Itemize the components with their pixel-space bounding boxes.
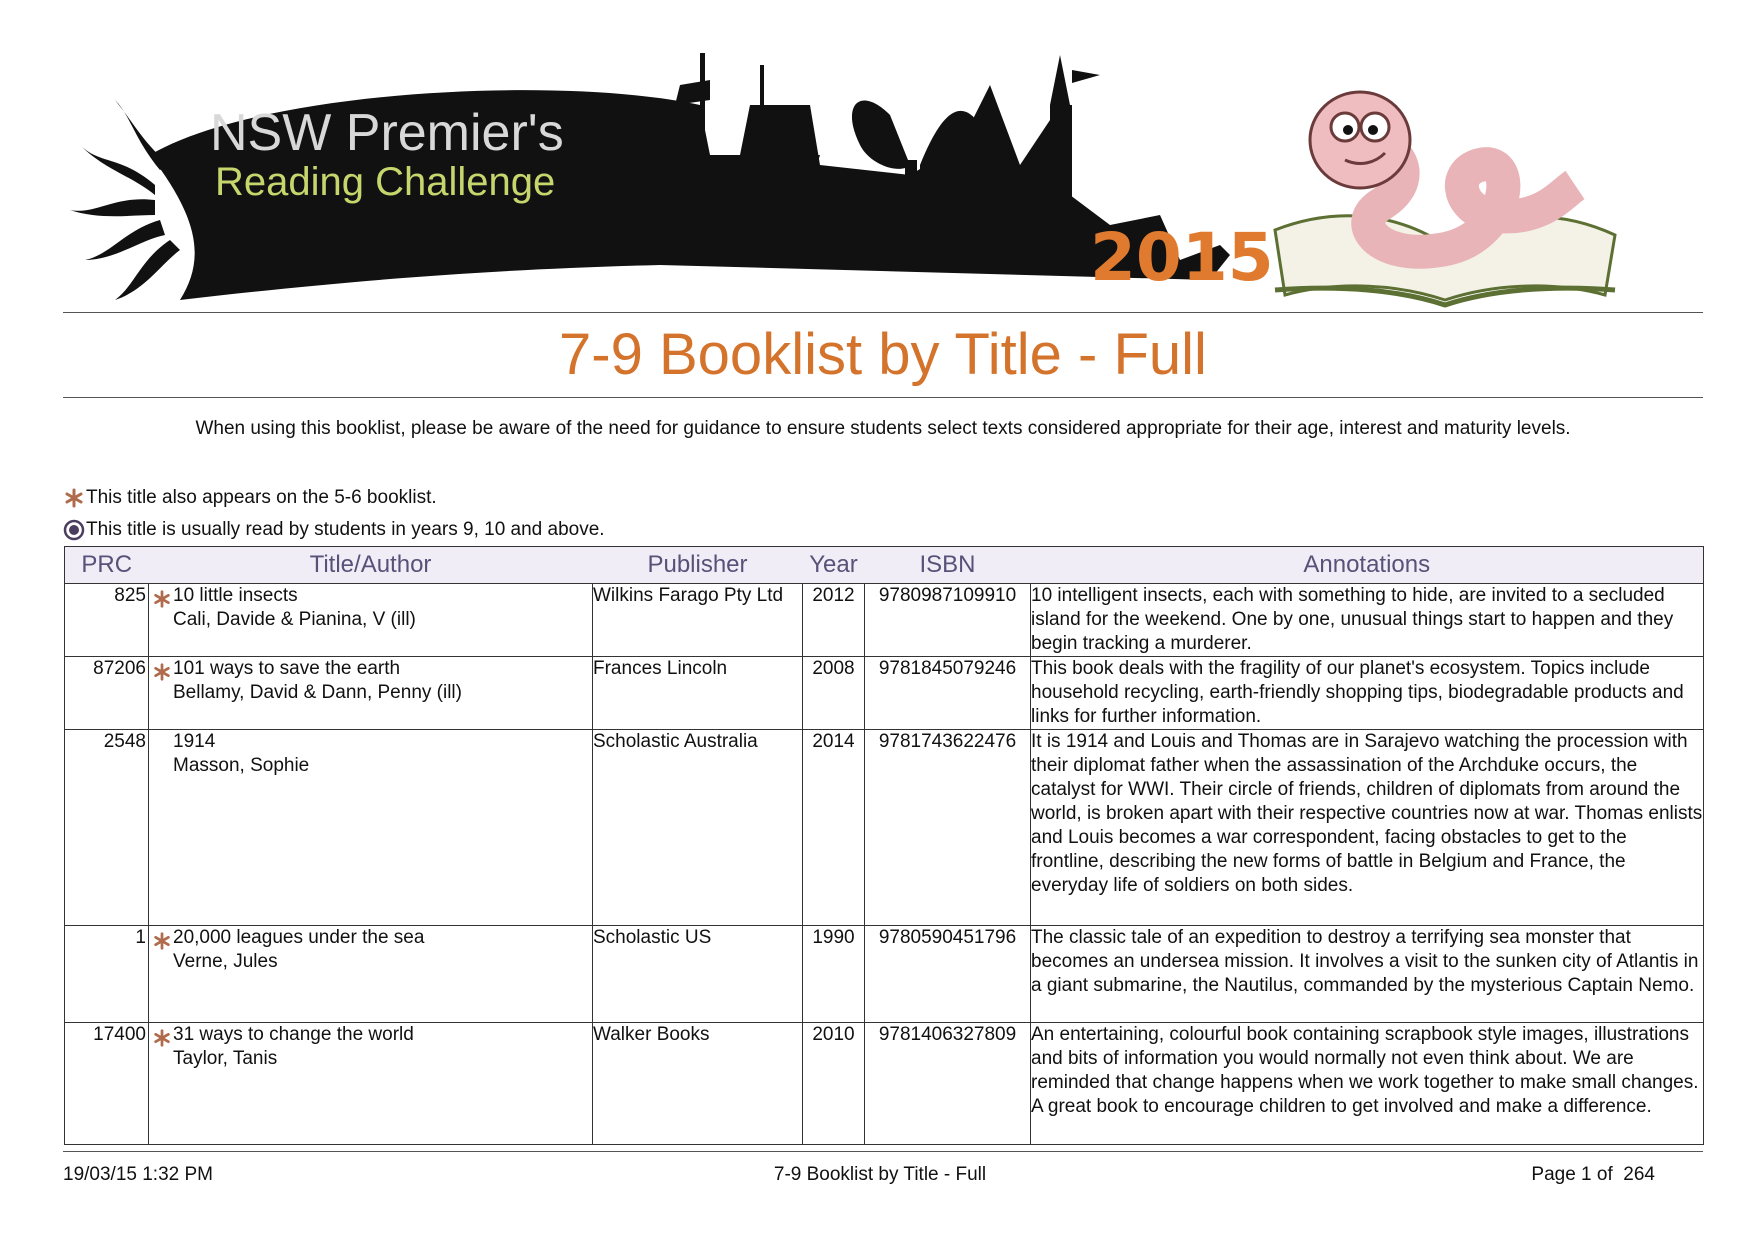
legend-star-row — [63, 486, 437, 510]
footer-title: 7-9 Booklist by Title - Full — [773, 1164, 987, 1185]
year-cell: 2012 — [803, 584, 865, 657]
year-cell: 1990 — [803, 926, 865, 1023]
legend-circle-text: This title is usually read by students in years 9, 10 and above. — [86, 519, 605, 540]
publisher-cell: Frances Lincoln — [593, 657, 803, 730]
title-author-cell — [149, 657, 593, 730]
reading-challenge-banner — [60, 45, 1620, 310]
banner-graphic — [60, 45, 1620, 310]
banner-line2: Reading Challenge — [215, 160, 556, 204]
isbn-cell: 9781406327809 — [865, 1023, 1031, 1145]
star-icon — [152, 589, 172, 609]
year-cell: 2010 — [803, 1023, 865, 1145]
title-author-cell — [149, 1023, 593, 1145]
book-author: Masson, Sophie — [173, 755, 310, 776]
footer-page-number: Page 1 of 264 — [1531, 1164, 1655, 1185]
publisher-cell: Scholastic Australia — [593, 730, 803, 926]
annotation-cell: It is 1914 and Louis and Thomas are in Sarajevo watching the procession with their diplomat father when the assassination of the Archduke occurs, the catalyst for WWI. Their circle of friends, children of diplomats from around the world, is broken apart with their respective countries now at war. Thomas enlists and Louis becomes a war correspondent, facing obstacles to get to the frontline, describing the new forms of battle in Belgium and France, the everyday life of soldiers on both sides. — [1031, 730, 1704, 926]
page-title: 7-9 Booklist by Title - Full — [559, 322, 1207, 387]
book-author: Bellamy, David & Dann, Penny (ill) — [173, 682, 462, 703]
banner-line1: NSW Premier's — [210, 104, 564, 162]
footer-datetime: 19/03/15 1:32 PM — [63, 1164, 213, 1185]
prc-cell: 1 — [65, 926, 149, 1023]
book-title: 20,000 leagues under the sea — [173, 927, 425, 948]
year-cell: 2014 — [803, 730, 865, 926]
star-icon — [152, 662, 172, 682]
publisher-cell: Wilkins Farago Pty Ltd — [593, 584, 803, 657]
legend-circle-row — [63, 518, 605, 542]
banner-year: 2015 — [1090, 219, 1274, 296]
star-icon — [152, 931, 172, 951]
flames-icon — [70, 100, 180, 300]
star-icon — [152, 1028, 172, 1048]
annotation-cell: An entertaining, colourful book containing scrapbook style images, illustrations and bits of information you would normally not even think about. We are reminded that change happens when we work together to make small changes. A great book to encourage children to get involved and make a difference. — [1031, 1023, 1704, 1145]
column-header-prc: PRC — [65, 547, 149, 584]
column-header-title-author: Title/Author — [149, 547, 593, 584]
annotation-cell: The classic tale of an expedition to destroy a terrifying sea monster that becomes an undersea mission. It involves a visit to the sunken city of Atlantis in a giant submarine, the Nautilus, commanded by the mysterious Captain Nemo. — [1031, 926, 1704, 1023]
star-icon — [63, 487, 85, 509]
column-header-annotations: Annotations — [1031, 547, 1704, 584]
book-title: 31 ways to change the world — [173, 1024, 414, 1045]
book-title: 10 little insects — [173, 585, 298, 606]
publisher-cell: Scholastic US — [593, 926, 803, 1023]
table-row — [65, 926, 1704, 1023]
title-author-cell — [149, 926, 593, 1023]
book-author: Taylor, Tanis — [173, 1048, 278, 1069]
prc-cell: 2548 — [65, 730, 149, 926]
table-row — [65, 730, 1704, 926]
publisher-cell: Walker Books — [593, 1023, 803, 1145]
title-bottom-rule — [63, 397, 1703, 398]
table-row — [65, 584, 1704, 657]
booklist-table — [64, 546, 1704, 1145]
book-title: 1914 — [173, 731, 216, 752]
book-title: 101 ways to save the earth — [173, 658, 401, 679]
legend-star-text: This title also appears on the 5-6 booklist. — [86, 487, 437, 508]
book-author: Cali, Davide & Pianina, V (ill) — [173, 609, 416, 630]
table-header-row — [65, 547, 1704, 584]
column-header-publisher: Publisher — [593, 547, 803, 584]
isbn-cell: 9780590451796 — [865, 926, 1031, 1023]
column-header-year: Year — [803, 547, 865, 584]
annotation-cell: This book deals with the fragility of our planet's ecosystem. Topics include household recycling, earth-friendly shopping tips, biodegradable products and links for further information. — [1031, 657, 1704, 730]
target-circle-icon — [63, 519, 85, 541]
footer-rule — [63, 1151, 1703, 1152]
isbn-cell: 9781743622476 — [865, 730, 1031, 926]
table-row — [65, 657, 1704, 730]
annotation-cell: 10 intelligent insects, each with something to hide, are invited to a secluded island for the weekend. One by one, unusual things start to happen and they begin tracking a murderer. — [1031, 584, 1704, 657]
prc-cell: 87206 — [65, 657, 149, 730]
table-row — [65, 1023, 1704, 1145]
isbn-cell: 9780987109910 — [865, 584, 1031, 657]
book-author: Verne, Jules — [173, 951, 278, 972]
title-author-cell — [149, 584, 593, 657]
isbn-cell: 9781845079246 — [865, 657, 1031, 730]
title-author-cell — [149, 730, 593, 926]
year-cell: 2008 — [803, 657, 865, 730]
guidance-notice: When using this booklist, please be aware of the need for guidance to ensure students select texts considered appropriate for their age, interest and maturity levels. — [195, 418, 1571, 439]
prc-cell: 825 — [65, 584, 149, 657]
prc-cell: 17400 — [65, 1023, 149, 1145]
column-header-isbn: ISBN — [865, 547, 1031, 584]
title-top-rule — [63, 312, 1703, 313]
